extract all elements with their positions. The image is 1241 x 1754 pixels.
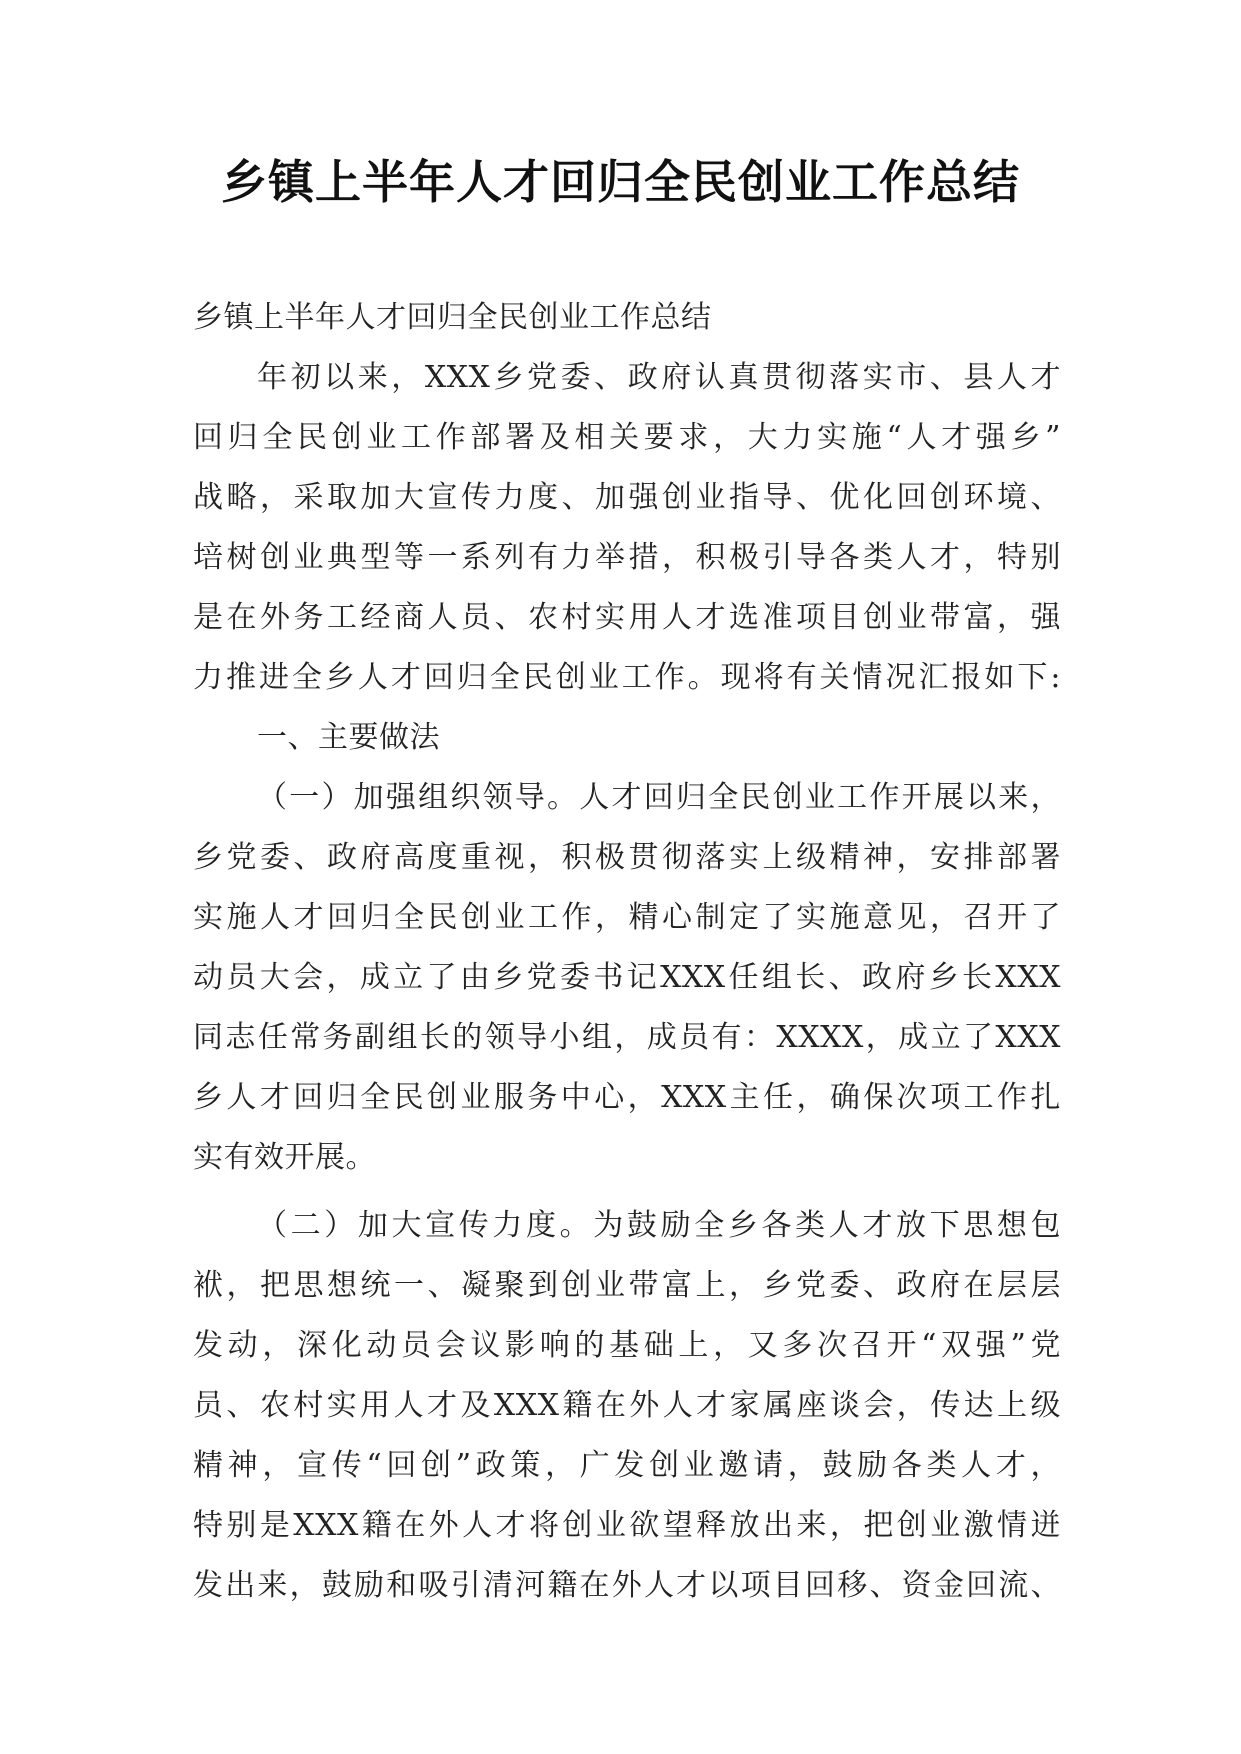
section-heading: 一、主要做法 <box>257 720 440 755</box>
subtitle-line: 乡镇上半年人才回归全民创业工作总结 <box>193 300 712 335</box>
paragraph-line: （二）加大宣传力度。为鼓励全乡各类人才放下思想包 <box>257 1208 1061 1243</box>
paragraph-line: 袱，把思想统一、凝聚到创业带富上，乡党委、政府在层层 <box>193 1268 1061 1303</box>
paragraph-line: 同志任常务副组长的领导小组，成员有：XXXX，成立了XXX <box>193 1020 1061 1055</box>
document-body <box>193 288 1061 1616</box>
paragraph-line: 回归全民创业工作部署及相关要求，大力实施“人才强乡” <box>193 420 1061 455</box>
paragraph-line: 发动，深化动员会议影响的基础上，又多次召开“双强”党 <box>193 1328 1061 1363</box>
paragraph-line: 特别是XXX籍在外人才将创业欲望释放出来，把创业激情迸 <box>193 1508 1061 1543</box>
paragraph-line: 力推进全乡人才回归全民创业工作。现将有关情况汇报如下: <box>193 660 1061 695</box>
paragraph-line: 是在外务工经商人员、农村实用人才选准项目创业带富，强 <box>193 600 1061 635</box>
paragraph-line: （一）加强组织领导。人才回归全民创业工作开展以来， <box>257 780 1061 815</box>
paragraph-line: 培树创业典型等一系列有力举措，积极引导各类人才，特别 <box>193 540 1061 575</box>
paragraph-line: 实施人才回归全民创业工作，精心制定了实施意见，召开了 <box>193 900 1061 935</box>
paragraph-line: 乡党委、政府高度重视，积极贯彻落实上级精神，安排部署 <box>193 840 1061 875</box>
paragraph-line: 发出来，鼓励和吸引清河籍在外人才以项目回移、资金回流、 <box>193 1568 1061 1603</box>
document-title: 乡镇上半年人才回归全民创业工作总结 <box>221 155 1020 209</box>
paragraph-line: 年初以来，XXX乡党委、政府认真贯彻落实市、县人才 <box>257 360 1061 395</box>
paragraph-line: 实有效开展。 <box>193 1140 376 1175</box>
paragraph-line: 精神，宣传“回创”政策，广发创业邀请，鼓励各类人才， <box>193 1448 1061 1483</box>
paragraph-line: 乡人才回归全民创业服务中心，XXX主任，确保次项工作扎 <box>193 1080 1061 1115</box>
paragraph-line: 战略，采取加大宣传力度、加强创业指导、优化回创环境、 <box>193 480 1061 515</box>
paragraph-line: 员、农村实用人才及XXX籍在外人才家属座谈会，传达上级 <box>193 1388 1061 1423</box>
paragraph-line: 动员大会，成立了由乡党委书记XXX任组长、政府乡长XXX <box>193 960 1061 995</box>
paragraph-gap <box>193 1188 1061 1196</box>
